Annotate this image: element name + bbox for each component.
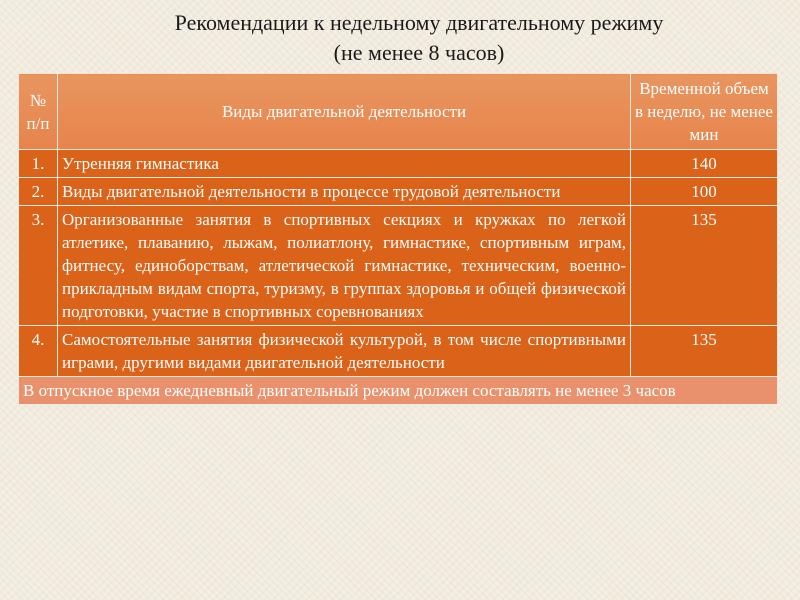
header-num: № п/п [19,74,58,150]
table-row [19,150,778,178]
header-minutes: Временной объем в неделю, не менее мин [631,74,778,150]
row-kind: Самостоятельные занятия физической культурой, в том числе спортивными играми, другими видами двигательной деятельности [58,326,631,377]
table-header-row [19,74,778,150]
row-minutes: 135 [631,326,778,377]
recommendations-table [18,73,778,405]
slide-title-line-2: (не менее 8 часов) [333,40,505,65]
row-num: 4. [19,326,58,377]
row-minutes: 140 [631,150,778,178]
row-num: 1. [19,150,58,178]
table-footnote-row [19,377,778,405]
row-num: 2. [19,178,58,206]
row-num: 3. [19,206,58,326]
row-minutes: 135 [631,206,778,326]
slide-title-line-1: Рекомендации к недельному двигательному режиму [174,10,664,35]
row-kind: Утренняя гимнастика [58,150,631,178]
row-minutes: 100 [631,178,778,206]
row-kind: Виды двигательной деятельности в процессе трудовой деятельности [58,178,631,206]
row-kind: Организованные занятия в спортивных секциях и кружках по легкой атлетике, плаванию, лыжам, полиатлону, гимнастике, спортивным играм, фитнесу, единоборствам, атлетической гимнастике, техническим, военно-прикладным видам спорта, туризму, в группах здоровья и общей физической подготовки, участие в спортивных соревнованиях [58,206,631,326]
footnote: В отпускное время ежедневный двигательный режим должен составлять не менее 3 часов [19,377,778,405]
slide-title [0,8,800,68]
table-row [19,326,778,377]
table-row [19,178,778,206]
table-row [19,206,778,326]
header-kind: Виды двигательной деятельности [58,74,631,150]
